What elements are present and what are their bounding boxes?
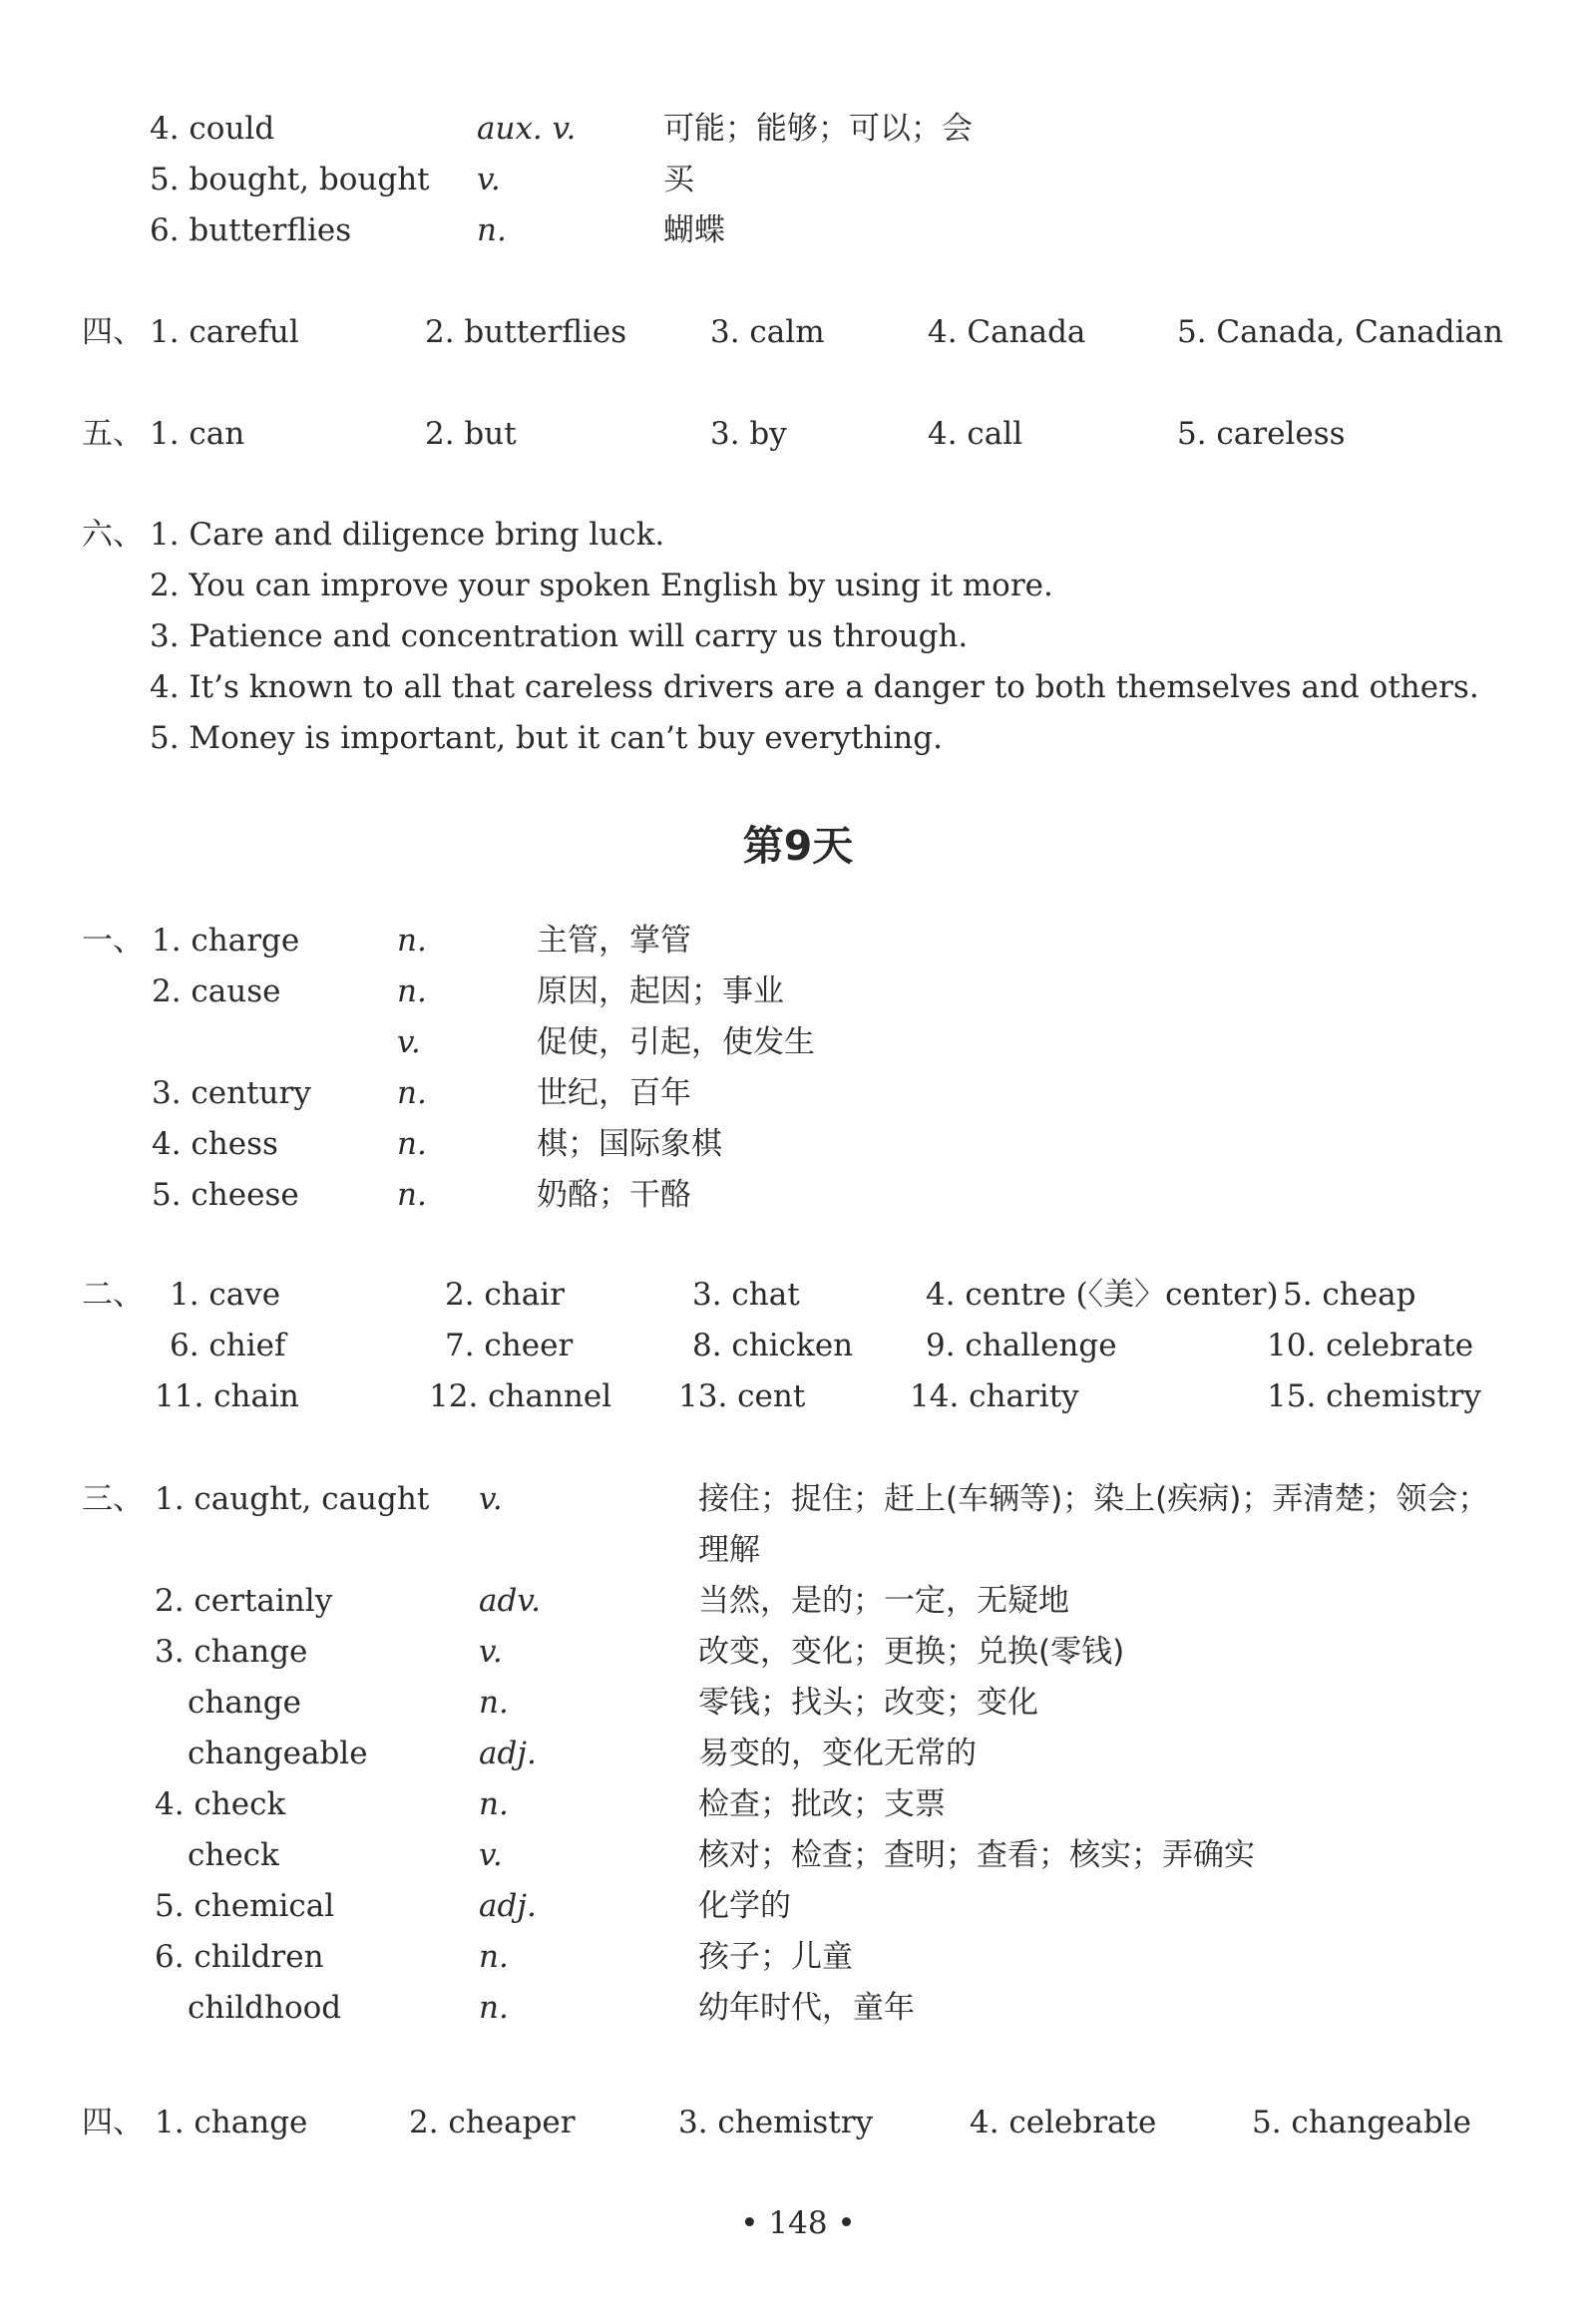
answer-item: 5. cheap — [1283, 1277, 1416, 1313]
answer-item: 5. careless — [1177, 416, 1346, 452]
answer-item: 9. challenge — [926, 1328, 1117, 1363]
vocab-word: 2. cause — [152, 973, 281, 1009]
section-er-row — [0, 1323, 1596, 1368]
vocab-row — [0, 1781, 1596, 1827]
vocab-word: 2. certainly — [155, 1583, 333, 1619]
vocab-word: 6. butterflies — [150, 212, 352, 248]
section-label: 四、 — [82, 2105, 144, 2140]
part-of-speech: n. — [477, 212, 507, 248]
part-of-speech: n. — [479, 1685, 509, 1721]
vocab-word: 6. children — [155, 1939, 324, 1975]
part-of-speech: n. — [479, 1939, 509, 1975]
answer-item: 13. cent — [678, 1378, 806, 1414]
vocab-meaning: 化学的 — [698, 1888, 791, 1924]
vocab-row-continued — [0, 1527, 1596, 1573]
vocab-meaning: 零钱；找头；改变；变化 — [698, 1685, 1038, 1721]
vocab-meaning-continued: 理解 — [698, 1532, 760, 1568]
answer-item: 1. cave — [170, 1277, 281, 1313]
vocab-row — [0, 157, 1596, 202]
section-label: 六、 — [82, 517, 144, 553]
vocab-row — [0, 207, 1596, 253]
vocab-row — [0, 1121, 1596, 1167]
section-label: 三、 — [82, 1481, 144, 1517]
answer-item: 4. Canada — [928, 314, 1086, 350]
vocab-row — [0, 1019, 1596, 1065]
sentence-row — [0, 715, 1596, 761]
vocab-row — [0, 106, 1596, 152]
page-number: • 148 • — [740, 2205, 856, 2241]
answer-item: 2. but — [425, 416, 517, 452]
vocab-word: 1. caught, caught — [155, 1481, 430, 1517]
vocab-meaning: 世纪，百年 — [537, 1075, 691, 1111]
answer-item: 6. chief — [170, 1328, 286, 1363]
vocab-word: check — [188, 1837, 279, 1873]
answer-item: 5. changeable — [1252, 2105, 1471, 2140]
vocab-word: 3. century — [152, 1075, 311, 1111]
part-of-speech: aux. v. — [477, 111, 577, 147]
part-of-speech: adv. — [479, 1583, 542, 1619]
vocab-meaning: 当然，是的；一定，无疑地 — [698, 1583, 1069, 1619]
translation-sentence: 5. Money is important, but it can’t buy everything. — [150, 720, 943, 756]
answer-item: 11. chain — [155, 1378, 299, 1414]
vocab-row — [0, 1832, 1596, 1878]
translation-sentence: 3. Patience and concentration will carry us through. — [150, 618, 969, 654]
section-er-row — [0, 1373, 1596, 1419]
vocab-meaning: 可能；能够；可以；会 — [663, 111, 973, 147]
translation-sentence: 1. Care and diligence bring luck. — [150, 517, 665, 553]
vocab-meaning: 蝴蝶 — [663, 212, 725, 248]
vocab-word: 5. chemical — [155, 1888, 335, 1924]
answer-item: 1. can — [150, 416, 245, 452]
vocab-word: 3. change — [155, 1634, 308, 1670]
part-of-speech: n. — [397, 973, 427, 1009]
vocab-row — [0, 1629, 1596, 1675]
vocab-row — [0, 1476, 1596, 1522]
sentence-row — [0, 613, 1596, 659]
part-of-speech: n. — [397, 1075, 427, 1111]
part-of-speech: n. — [479, 1786, 509, 1822]
vocab-word: childhood — [188, 1990, 342, 2026]
answer-item: 2. cheaper — [409, 2105, 576, 2140]
answer-item: 8. chicken — [692, 1328, 854, 1363]
vocab-word: 5. bought, bought — [150, 162, 430, 197]
answer-item: 12. channel — [429, 1378, 612, 1414]
section-er-row — [0, 1272, 1596, 1318]
part-of-speech: v. — [477, 162, 501, 197]
part-of-speech: v. — [479, 1634, 503, 1670]
vocab-meaning: 原因，起因；事业 — [537, 973, 784, 1009]
part-of-speech: n. — [397, 923, 427, 959]
vocab-word: 4. could — [150, 111, 275, 147]
answer-item: 3. by — [710, 416, 787, 452]
day-title: 第9天 — [742, 822, 854, 870]
part-of-speech: v. — [479, 1837, 503, 1873]
translation-sentence: 2. You can improve your spoken English by using it more. — [150, 568, 1053, 603]
section-label: 四、 — [82, 314, 144, 350]
sentence-row — [0, 563, 1596, 608]
vocab-meaning: 检查；批改；支票 — [698, 1786, 946, 1822]
vocab-row — [0, 1680, 1596, 1726]
vocab-meaning: 主管，掌管 — [537, 923, 691, 959]
answer-item: 3. calm — [710, 314, 825, 350]
vocab-meaning: 核对；检查；查明；查看；核实；弄确实 — [698, 1837, 1255, 1873]
answer-item: 5. Canada, Canadian — [1177, 314, 1503, 350]
vocab-row — [0, 1070, 1596, 1116]
vocab-row — [0, 968, 1596, 1014]
part-of-speech: v. — [479, 1481, 503, 1517]
vocab-word: 1. charge — [152, 923, 300, 959]
vocab-meaning: 棋；国际象棋 — [537, 1126, 722, 1162]
vocab-meaning: 促使，引起，使发生 — [537, 1024, 815, 1060]
answer-item: 14. charity — [910, 1378, 1079, 1414]
vocab-row — [0, 1578, 1596, 1624]
vocab-word: 4. chess — [152, 1126, 278, 1162]
answer-item: 10. celebrate — [1267, 1328, 1474, 1363]
sentence-row — [0, 512, 1596, 558]
vocab-row — [0, 1985, 1596, 2031]
vocab-meaning: 易变的，变化无常的 — [698, 1736, 977, 1771]
part-of-speech: n. — [479, 1990, 509, 2026]
answer-item: 3. chemistry — [678, 2105, 874, 2140]
vocab-word: 5. cheese — [152, 1177, 299, 1213]
vocab-meaning: 改变，变化；更换；兑换(零钱) — [698, 1634, 1125, 1670]
answer-item: 1. careful — [150, 314, 299, 350]
sentence-row — [0, 664, 1596, 710]
vocab-meaning: 孩子；儿童 — [698, 1939, 853, 1975]
vocab-row — [0, 1731, 1596, 1776]
vocab-meaning: 幼年时代，童年 — [698, 1990, 915, 2026]
vocab-row — [0, 1934, 1596, 1980]
vocab-meaning: 买 — [663, 162, 694, 197]
part-of-speech: n. — [397, 1126, 427, 1162]
part-of-speech: adj. — [479, 1888, 537, 1924]
part-of-speech: v. — [397, 1024, 421, 1060]
answer-item: 4. celebrate — [970, 2105, 1157, 2140]
vocab-word: 4. check — [155, 1786, 286, 1822]
answer-item: 2. chair — [445, 1277, 565, 1313]
part-of-speech: adj. — [479, 1736, 537, 1771]
translation-sentence: 4. It’s known to all that careless drivers are a danger to both themselves and others. — [150, 669, 1479, 705]
section-si-a — [0, 309, 1596, 355]
answer-item: 4. call — [928, 416, 1023, 452]
section-label: 二、 — [82, 1277, 144, 1313]
section-wu — [0, 411, 1596, 457]
answer-item: 1. change — [155, 2105, 308, 2140]
vocab-meaning: 奶酪；干酪 — [537, 1177, 691, 1213]
vocab-word: changeable — [188, 1736, 368, 1771]
answer-item: 3. chat — [692, 1277, 800, 1313]
answer-item: 7. cheer — [445, 1328, 574, 1363]
vocab-meaning: 接住；捉住；赶上(车辆等)；染上(疾病)；弄清楚；领会； — [698, 1481, 1489, 1517]
section-si-b — [0, 2100, 1596, 2145]
vocab-row — [0, 918, 1596, 964]
section-label: 一、 — [82, 923, 144, 959]
section-label: 五、 — [82, 416, 144, 452]
answer-item: 15. chemistry — [1267, 1378, 1481, 1414]
vocab-row — [0, 1883, 1596, 1929]
answer-item: 2. butterflies — [425, 314, 627, 350]
vocab-word: change — [188, 1685, 301, 1721]
part-of-speech: n. — [397, 1177, 427, 1213]
vocab-row — [0, 1172, 1596, 1218]
answer-item: 4. centre (〈美〉center) — [926, 1277, 1279, 1313]
